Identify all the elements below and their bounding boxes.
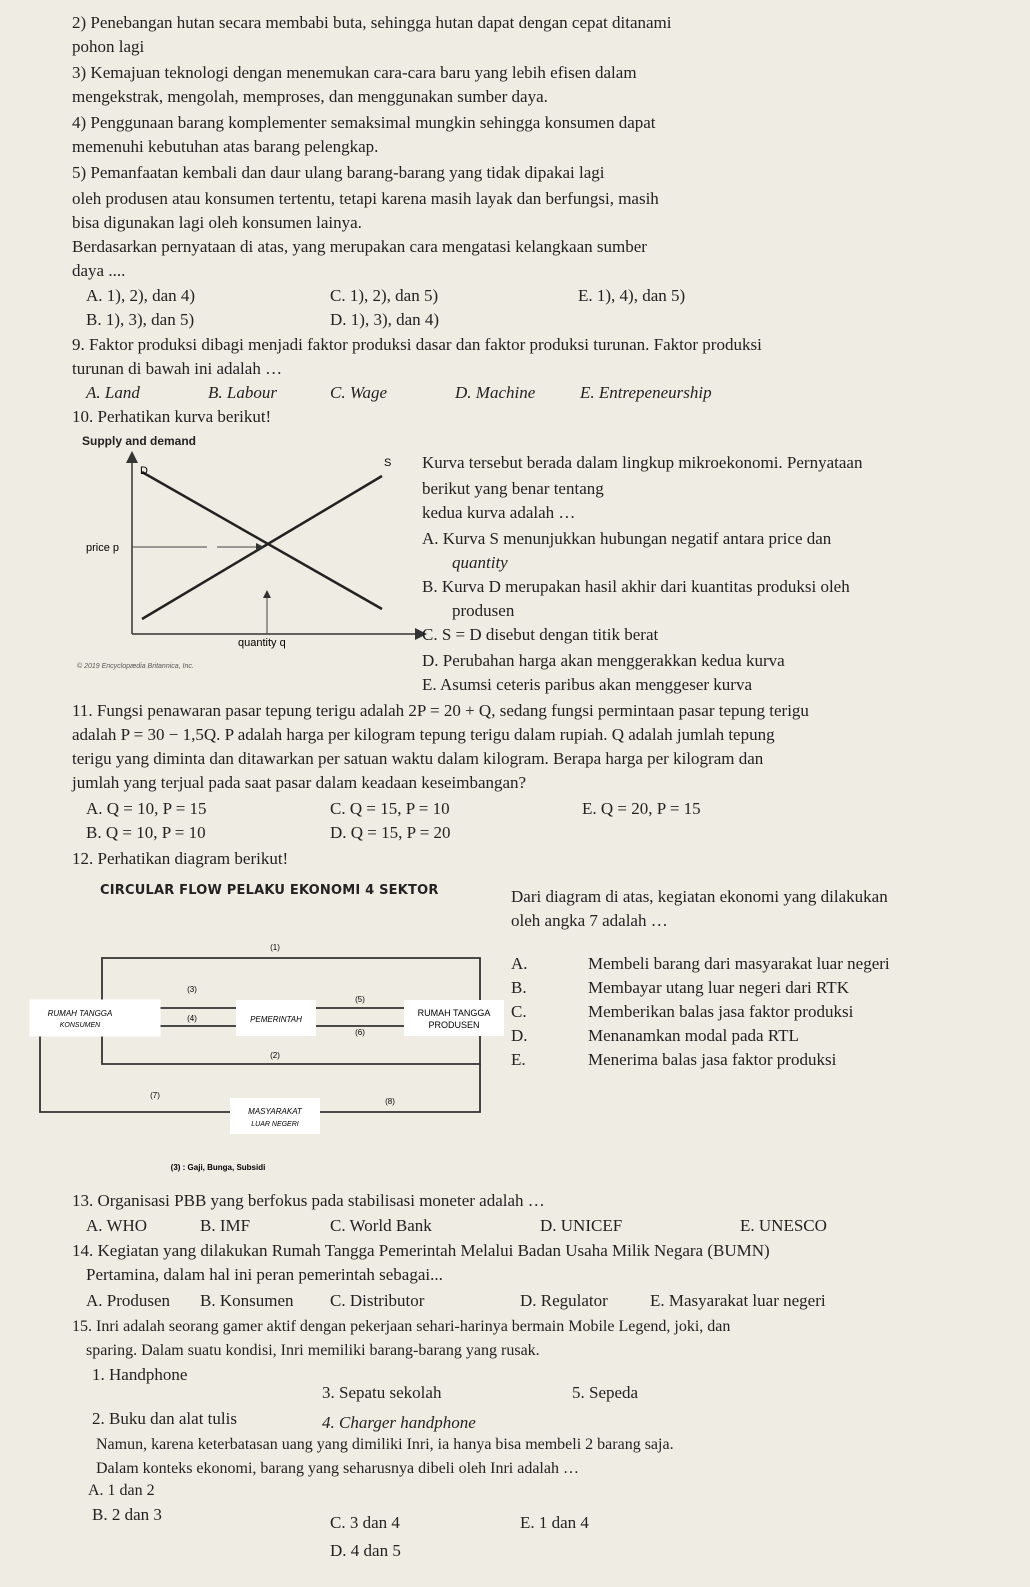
flow-legend: (3) : Gaji, Bunga, Subsidi xyxy=(170,1163,266,1172)
q14-option-c[interactable]: C. Distributor xyxy=(330,1291,425,1310)
price-label: price p xyxy=(86,542,120,554)
q8-statement-5-line1: 5) Pemanfaatan kembali dan daur ulang barang-barang yang tidak dipakai lagi xyxy=(72,163,605,182)
q14-option-a[interactable]: A. Produsen xyxy=(86,1291,171,1310)
q8-option-b[interactable]: B. 1), 3), dan 5) xyxy=(86,310,195,329)
q14-option-e[interactable]: E. Masyarakat luar negeri xyxy=(650,1291,826,1310)
q8-statement-5-line2: oleh produsen atau konsumen tertentu, tetapi karena masih layak dan berfungsi, masih xyxy=(72,189,659,208)
rtk-box xyxy=(30,1000,160,1036)
q12-option-a-text[interactable]: Membeli barang dari masyarakat luar negeri xyxy=(588,954,890,973)
rtp-box xyxy=(404,1000,504,1036)
q8-statement-3-line2: mengekstrak, mengolah, memproses, dan menggunakan sumber daya. xyxy=(72,87,548,106)
q15-option-e[interactable]: E. 1 dan 4 xyxy=(520,1513,589,1532)
q8-statement-2-line1: 2) Penebangan hutan secara membabi buta, sehingga hutan dapat dengan cepat ditanami xyxy=(72,13,672,32)
q13-text: 13. Organisasi PBB yang berfokus pada stabilisasi moneter adalah … xyxy=(72,1191,545,1210)
quantity-label: quantity q xyxy=(238,637,286,649)
flow-number-3: (3) xyxy=(187,985,197,994)
rtp-label-line1: RUMAH TANGGA xyxy=(417,1008,491,1018)
q15-option-d[interactable]: D. 4 dan 5 xyxy=(330,1541,401,1560)
q14-option-b[interactable]: B. Konsumen xyxy=(200,1291,294,1310)
rtk-label-line2: KONSUMEN xyxy=(59,1022,101,1029)
supply-demand-figure xyxy=(72,444,432,676)
q12-option-b-letter[interactable]: B. xyxy=(511,978,527,997)
q13-option-b[interactable]: B. IMF xyxy=(200,1216,251,1235)
masyarakat-label-line2: LUAR NEGERI xyxy=(251,1121,299,1128)
rtk-label-line1: RUMAH TANGGA xyxy=(47,1009,113,1018)
q9-text-line2: turunan di bawah ini adalah … xyxy=(72,359,283,378)
flow-number-7: (7) xyxy=(150,1091,160,1100)
q9-option-b[interactable]: B. Labour xyxy=(208,383,277,402)
flow-number-4: (4) xyxy=(187,1014,197,1023)
flow-line-2 xyxy=(102,1034,480,1064)
q8-option-e[interactable]: E. 1), 4), dan 5) xyxy=(578,286,686,305)
q8-statement-5-line3: bisa digunakan lagi oleh konsumen lainya. xyxy=(72,213,362,232)
q14-text-line2: Pertamina, dalam hal ini peran pemerintah sebagai... xyxy=(86,1265,443,1284)
q12-option-d-letter[interactable]: D. xyxy=(511,1026,528,1045)
q10-option-d[interactable]: D. Perubahan harga akan menggerakkan kedua kurva xyxy=(422,651,785,670)
q12-option-d-text[interactable]: Menanamkan modal pada RTL xyxy=(588,1026,799,1045)
q9-option-e[interactable]: E. Entrepeneurship xyxy=(580,383,712,402)
q15-item-3: 3. Sepatu sekolah xyxy=(322,1383,442,1402)
q15-item-4: 4. Charger handphone xyxy=(322,1413,476,1432)
q12-option-b-text[interactable]: Membayar utang luar negeri dari RTK xyxy=(588,978,849,997)
flow-line-8 xyxy=(320,1064,480,1112)
supply-label: S xyxy=(384,457,392,469)
q8-question-line1: Berdasarkan pernyataan di atas, yang merupakan cara mengatasi kelangkaan sumber xyxy=(72,237,647,256)
flow-number-8: (8) xyxy=(385,1097,395,1106)
q11-text-line4: jumlah yang terjual pada saat pasar dalam keadaan keseimbangan? xyxy=(72,773,527,792)
q12-heading: 12. Perhatikan diagram berikut! xyxy=(72,849,289,868)
q10-text-line2: berikut yang benar tentang xyxy=(422,479,604,498)
q15-text-line1: 15. Inri adalah seorang gamer aktif dengan pekerjaan sehari-harinya bermain Mobile Legend, joki, dan xyxy=(72,1318,731,1335)
q9-option-d[interactable]: D. Machine xyxy=(455,383,536,402)
q9-text-line1: 9. Faktor produksi dibagi menjadi faktor produksi dasar dan faktor produksi turunan. Faktor produksi xyxy=(72,335,762,354)
flow-number-2: (2) xyxy=(270,1051,280,1060)
q10-option-b-line2[interactable]: produsen xyxy=(452,601,515,620)
q11-option-d[interactable]: D. Q = 15, P = 20 xyxy=(330,823,451,842)
q10-option-e[interactable]: E. Asumsi ceteris paribus akan menggeser kurva xyxy=(422,675,752,694)
q11-option-a[interactable]: A. Q = 10, P = 15 xyxy=(86,799,207,818)
flow-line-7 xyxy=(40,1034,230,1112)
q12-text-line2: oleh angka 7 adalah … xyxy=(511,911,668,930)
q12-option-e-text[interactable]: Menerima balas jasa faktor produksi xyxy=(588,1050,837,1069)
circular-flow-title: CIRCULAR FLOW PELAKU EKONOMI 4 SEKTOR xyxy=(100,883,439,898)
q10-option-c[interactable]: C. S = D disebut dengan titik berat xyxy=(422,625,659,644)
q13-option-a[interactable]: A. WHO xyxy=(86,1216,148,1235)
q8-option-d[interactable]: D. 1), 3), dan 4) xyxy=(330,310,440,329)
q12-option-c-text[interactable]: Memberikan balas jasa faktor produksi xyxy=(588,1002,854,1021)
flow-number-5: (5) xyxy=(355,995,365,1004)
q11-option-b[interactable]: B. Q = 10, P = 10 xyxy=(86,823,206,842)
q13-option-e[interactable]: E. UNESCO xyxy=(740,1216,827,1235)
q15-text2-line1: Namun, karena keterbatasan uang yang dimiliki Inri, ia hanya bisa membeli 2 barang saja. xyxy=(96,1436,674,1453)
masyarakat-label-line1: MASYARAKAT xyxy=(248,1107,302,1116)
q14-text-line1: 14. Kegiatan yang dilakukan Rumah Tangga Pemerintah Melalui Badan Usaha Milik Negara (BUMN) xyxy=(72,1241,770,1260)
q10-option-b-line1[interactable]: B. Kurva D merupakan hasil akhir dari kuantitas produksi oleh xyxy=(422,577,850,596)
demand-label: D xyxy=(140,465,148,477)
q10-option-a-line2[interactable]: quantity xyxy=(452,553,508,572)
q8-statement-2-line2: pohon lagi xyxy=(72,37,145,56)
flow-line-1 xyxy=(102,958,480,1002)
q14-option-d[interactable]: D. Regulator xyxy=(520,1291,608,1310)
q8-statement-3-line1: 3) Kemajuan teknologi dengan menemukan cara-cara baru yang lebih efisen dalam xyxy=(72,63,637,82)
q13-option-c[interactable]: C. World Bank xyxy=(330,1216,432,1235)
q8-question-line2: daya .... xyxy=(72,261,126,280)
q11-text-line1: 11. Fungsi penawaran pasar tepung terigu adalah 2P = 20 + Q, sedang fungsi permintaan pasar tepung terigu xyxy=(72,701,809,720)
q15-option-a[interactable]: A. 1 dan 2 xyxy=(88,1482,155,1499)
demand-curve xyxy=(142,472,382,609)
q11-text-line3: terigu yang diminta dan ditawarkan per satuan waktu dalam kilogram. Berapa harga per kilogram dan xyxy=(72,749,764,768)
circular-flow-diagram xyxy=(20,930,510,1180)
flow-number-6: (6) xyxy=(355,1028,365,1037)
q15-item-5: 5. Sepeda xyxy=(572,1383,639,1402)
q15-text-line2: sparing. Dalam suatu kondisi, Inri memiliki barang-barang yang rusak. xyxy=(86,1342,540,1359)
q9-option-a[interactable]: A. Land xyxy=(86,383,140,402)
figure-credit: © 2019 Encyclopædia Britannica, Inc. xyxy=(77,663,194,670)
masyarakat-box xyxy=(230,1098,320,1134)
q12-option-c-letter[interactable]: C. xyxy=(511,1002,527,1021)
q15-text2-line2: Dalam konteks ekonomi, barang yang seharusnya dibeli oleh Inri adalah … xyxy=(96,1460,579,1477)
q8-statement-4-line2: memenuhi kebutuhan atas barang pelengkap. xyxy=(72,137,379,156)
q11-text-line2: adalah P = 30 − 1,5Q. P adalah harga per kilogram tepung terigu dalam rupiah. Q adalah jumlah tepung xyxy=(72,725,775,744)
q15-option-c[interactable]: C. 3 dan 4 xyxy=(330,1513,400,1532)
q12-text-line1: Dari diagram di atas, kegiatan ekonomi yang dilakukan xyxy=(511,887,888,906)
rtp-label-line2: PRODUSEN xyxy=(428,1020,480,1030)
q15-item-2: 2. Buku dan alat tulis xyxy=(92,1409,237,1428)
pemerintah-label: PEMERINTAH xyxy=(250,1015,302,1024)
q10-option-a-line1[interactable]: A. Kurva S menunjukkan hubungan negatif antara price dan xyxy=(422,529,832,548)
q11-option-c[interactable]: C. Q = 15, P = 10 xyxy=(330,799,450,818)
q12-option-a-letter[interactable]: A. xyxy=(511,954,528,973)
q10-text-line3: kedua kurva adalah … xyxy=(422,503,576,522)
q15-item-1: 1. Handphone xyxy=(92,1365,188,1384)
q8-option-a[interactable]: A. 1), 2), dan 4) xyxy=(86,286,196,305)
q9-option-c[interactable]: C. Wage xyxy=(330,383,387,402)
q8-statement-4-line1: 4) Penggunaan barang komplementer semaksimal mungkin sehingga konsumen dapat xyxy=(72,113,656,132)
q13-option-d[interactable]: D. UNICEF xyxy=(540,1216,623,1235)
supply-demand-title: Supply and demand xyxy=(82,434,197,448)
q15-option-b[interactable]: B. 2 dan 3 xyxy=(92,1505,162,1524)
q10-text-line1: Kurva tersebut berada dalam lingkup mikroekonomi. Pernyataan xyxy=(422,453,863,472)
flow-number-1: (1) xyxy=(270,943,280,952)
q10-heading: 10. Perhatikan kurva berikut! xyxy=(72,407,272,426)
q12-option-e-letter[interactable]: E. xyxy=(511,1050,526,1069)
q11-option-e[interactable]: E. Q = 20, P = 15 xyxy=(582,799,701,818)
q8-option-c[interactable]: C. 1), 2), dan 5) xyxy=(330,286,439,305)
